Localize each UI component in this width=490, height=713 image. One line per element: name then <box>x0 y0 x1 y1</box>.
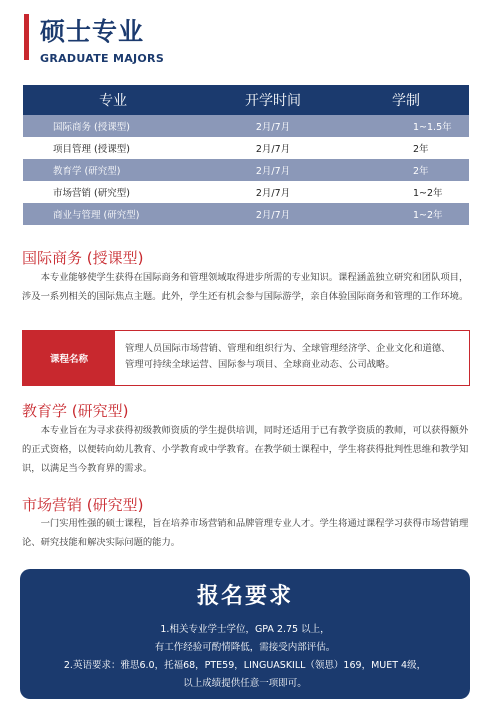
cell-major: 教育学 (研究型) <box>23 159 203 181</box>
cell-major: 项目管理 (授课型) <box>23 137 203 159</box>
header-major: 专业 <box>23 85 203 115</box>
cell-major: 国际商务 (授课型) <box>23 115 203 137</box>
cell-start: 2月/7月 <box>203 181 343 203</box>
header-start: 开学时间 <box>203 85 343 115</box>
cell-start: 2月/7月 <box>203 115 343 137</box>
section-text-intl-business: 本专业能够使学生获得在国际商务和管理领域取得进步所需的专业知识。课程涵盖独立研究和团队项目，涉及一系列相关的国际焦点主题。此外，学生还有机会参与国际游学，亲自体验国际商务和管理的工作环境。 <box>22 272 469 302</box>
cell-start: 2月/7月 <box>203 203 343 225</box>
requirement-line: 1.相关专业学士学位，GPA 2.75 以上， <box>160 624 330 635</box>
cell-major: 商业与管理 (研究型) <box>23 203 203 225</box>
requirements-box <box>20 569 470 699</box>
cell-start: 2月/7月 <box>203 137 343 159</box>
page-title: 硕士专业 <box>40 17 145 46</box>
cell-start: 2月/7月 <box>203 159 343 181</box>
section-title-education: 教育学 (研究型) <box>22 402 129 420</box>
table-row <box>23 137 469 159</box>
section-text-education: 本专业旨在为寻求获得初级教师资质的学生提供培训，同时还适用于已有教学资质的教师，可以获得额外的正式资格，以便转向幼儿教育、小学教育或中学教育。在教学硕士课程中，学生将获得批判性思维和教学知识，以满足当今教育界的需求。 <box>22 425 469 474</box>
cell-duration: 2年 <box>343 159 469 181</box>
cell-duration: 1~2年 <box>343 181 469 203</box>
header-duration: 学制 <box>343 85 469 115</box>
table-header-row <box>23 85 469 115</box>
section-title-marketing: 市场营销 (研究型) <box>22 496 144 514</box>
course-text: 管理人员国际市场营销、管理和组织行为、全球管理经济学、企业文化和道德、管理可持续全球运营、国际参与项目、全球商业动态、公司战略。 <box>125 343 451 370</box>
table-row <box>23 159 469 181</box>
cell-duration: 1~1.5年 <box>343 115 469 137</box>
cell-duration: 2年 <box>343 137 469 159</box>
table-row <box>23 115 469 137</box>
cell-major: 市场营销 (研究型) <box>23 181 203 203</box>
cell-duration: 1~2年 <box>343 203 469 225</box>
course-box <box>22 330 470 386</box>
requirements-title: 报名要求 <box>196 584 293 609</box>
requirement-line: 有工作经验可酌情降低，需接受内部评估。 <box>154 642 336 653</box>
course-label: 课程名称 <box>23 331 115 385</box>
table-row <box>23 181 469 203</box>
accent-bar <box>24 14 29 60</box>
requirement-line: 2.英语要求：雅思6.0，托福68，PTE59，LINGUASKILL（领思）169，MUET 4级， <box>63 660 427 671</box>
page-subtitle: GRADUATE MAJORS <box>40 52 165 65</box>
table-row <box>23 203 469 225</box>
requirement-line: 以上成绩提供任意一项即可。 <box>183 678 307 689</box>
majors-table <box>23 85 469 225</box>
section-title-intl-business: 国际商务 (授课型) <box>22 249 144 267</box>
section-text-marketing: 一门实用性强的硕士课程，旨在培养市场营销和品牌管理专业人才。学生将通过课程学习获得市场营销理论、研究技能和解决实际问题的能力。 <box>22 518 469 548</box>
